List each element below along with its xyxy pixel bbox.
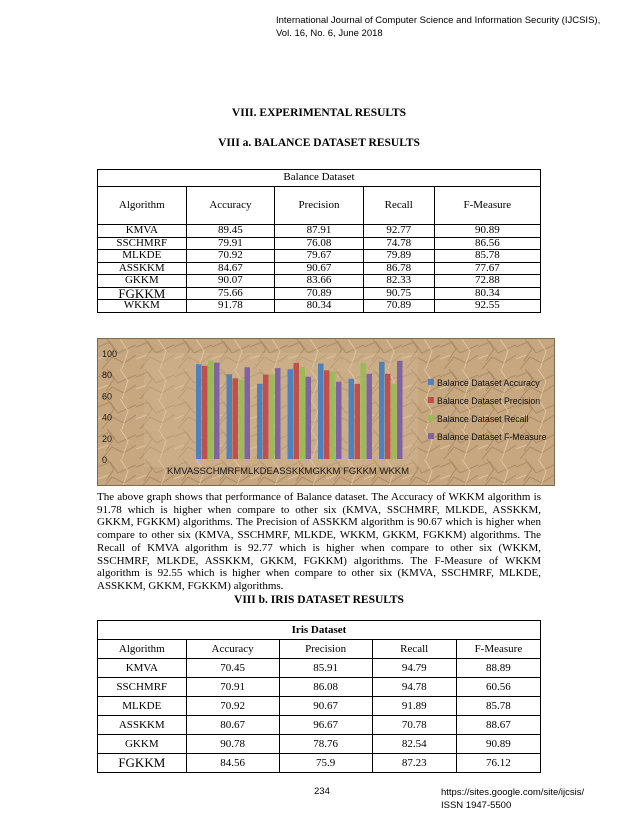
bar-fgkkm-3 — [367, 374, 373, 459]
column-header: Algorithm — [98, 187, 187, 225]
y-tick-label: 100 — [102, 349, 118, 359]
results-paragraph: The above graph shows that performance of Balance dataset. The Accuracy of WKKM algorithm is 91.78 which is higher when compare to other six (KMVA, SSCHMRF, MLKDE, ASSKKM, GKKM, FGKKM) algorithms. The Precision of ASSKKM algorithm is 90.67 which is higher when compare to other six (KMVA, SSCHMRF, MLKDE, WKKM, GKKM, FGKKM) algorithms. The Recall of KMVA algorithm is 92.77 which is higher when compare to other six (WKKM, SSCHMRF, MLKDE, ASSKKM, GKKM, FGKKM) algorithms. The F-Measure of WKKM algorithm is 92.55 which is higher when compare to other six (KMVA, SSCHMRF, MLKDE, ASSKKM, GKKM, FGKKM) algorithms. — [97, 491, 541, 592]
table-cell: 76.08 — [275, 237, 364, 250]
table-cell: 80.34 — [275, 300, 364, 313]
bar-asskkm-0 — [288, 369, 294, 459]
bar-mlkde-3 — [275, 368, 281, 459]
table-cell: 70.45 — [186, 659, 279, 678]
table-cell: 70.89 — [275, 287, 364, 300]
table-cell: ASSKKM — [98, 716, 187, 735]
bar-kmva-2 — [208, 361, 214, 459]
table-cell: KMVA — [98, 225, 187, 238]
table-cell: 72.88 — [434, 275, 540, 288]
table-cell: 90.67 — [279, 697, 372, 716]
table-cell: 77.67 — [434, 262, 540, 275]
balance-dataset-table — [97, 169, 541, 313]
table-caption: Balance Dataset — [98, 170, 541, 187]
page-number: 234 — [314, 786, 330, 797]
table-cell: 80.34 — [434, 287, 540, 300]
table-cell: 94.78 — [372, 678, 456, 697]
bar-kmva-1 — [202, 366, 208, 459]
column-header: Accuracy — [186, 187, 275, 225]
table-cell: 80.67 — [186, 716, 279, 735]
legend-label: Balance Dataset Recall — [437, 414, 529, 424]
table-cell: 70.92 — [186, 697, 279, 716]
bar-fgkkm-1 — [355, 384, 361, 459]
table-cell: 86.56 — [434, 237, 540, 250]
journal-header — [276, 14, 600, 40]
table-cell: MLKDE — [98, 250, 187, 263]
table-cell: SSCHMRF — [98, 237, 187, 250]
table-cell: 96.67 — [279, 716, 372, 735]
bar-sschmrf-1 — [233, 378, 239, 459]
table-cell: 92.77 — [363, 225, 434, 238]
legend-label: Balance Dataset F-Measure — [437, 432, 547, 442]
table-cell: 82.33 — [363, 275, 434, 288]
table-row — [98, 225, 541, 238]
bar-wkkm-0 — [379, 362, 385, 459]
bar-sschmrf-2 — [239, 380, 245, 459]
plot-area — [144, 353, 418, 467]
table-cell: GKKM — [98, 735, 187, 754]
journal-name: International Journal of Computer Science and Information Security (IJCSIS), — [276, 15, 601, 26]
table-cell: 87.91 — [275, 225, 364, 238]
table-cell: 91.78 — [186, 300, 275, 313]
bar-kmva-3 — [214, 363, 220, 459]
bar-wkkm-2 — [391, 384, 397, 459]
table-cell: 91.89 — [372, 697, 456, 716]
table-cell: 88.89 — [456, 659, 540, 678]
table-cell: 79.89 — [363, 250, 434, 263]
bar-kmva-0 — [196, 364, 202, 459]
footer-url: https://sites.google.com/site/ijcsis/ — [441, 787, 585, 798]
table-row — [98, 735, 541, 754]
chart-canvas — [98, 339, 554, 485]
table-cell: 87.23 — [372, 754, 456, 773]
table-cell: 74.78 — [363, 237, 434, 250]
legend-label: Balance Dataset Accuracy — [437, 378, 540, 388]
column-header: F-Measure — [434, 187, 540, 225]
table-cell: ASSKKM — [98, 262, 187, 275]
table-cell: 85.78 — [456, 697, 540, 716]
column-header: Accuracy — [186, 640, 279, 659]
table-row — [98, 659, 541, 678]
legend-label: Balance Dataset Precision — [437, 396, 541, 406]
table-row — [98, 237, 541, 250]
table-cell: 82.54 — [372, 735, 456, 754]
table-cell: 70.89 — [363, 300, 434, 313]
table-cell: 83.66 — [275, 275, 364, 288]
x-category-labels: KMVASSCHMRFMLKDEASSKKMGKKM FGKKM WKKM — [166, 466, 410, 477]
bar-gkkm-3 — [336, 382, 342, 459]
subsection-b-title: VIII b. IRIS DATASET RESULTS — [234, 594, 404, 606]
table-cell: MLKDE — [98, 697, 187, 716]
legend-swatch — [428, 397, 434, 403]
table-cell: 79.67 — [275, 250, 364, 263]
column-header: Precision — [279, 640, 372, 659]
table-cell: FGKKM — [98, 754, 187, 773]
bar-mlkde-0 — [257, 384, 263, 459]
table-cell: 90.07 — [186, 275, 275, 288]
table-row — [98, 697, 541, 716]
footer-info — [441, 786, 584, 812]
table-cell: 86.78 — [363, 262, 434, 275]
bar-asskkm-1 — [294, 363, 300, 459]
table-cell: 85.78 — [434, 250, 540, 263]
y-tick-label: 20 — [102, 433, 113, 444]
bar-wkkm-3 — [397, 361, 403, 459]
bar-mlkde-1 — [263, 375, 269, 459]
bar-mlkde-2 — [269, 374, 275, 459]
column-header: Precision — [275, 187, 364, 225]
subsection-a-title: VIII a. BALANCE DATASET RESULTS — [218, 137, 420, 149]
table-row — [98, 287, 541, 300]
table-cell: 84.56 — [186, 754, 279, 773]
bar-gkkm-0 — [318, 364, 324, 459]
table-cell: GKKM — [98, 275, 187, 288]
bar-fgkkm-2 — [361, 363, 367, 459]
table-cell: 90.89 — [456, 735, 540, 754]
table-row — [98, 300, 541, 313]
table-row — [98, 754, 541, 773]
column-header: Algorithm — [98, 640, 187, 659]
bar-sschmrf-0 — [227, 374, 233, 459]
table-cell: 84.67 — [186, 262, 275, 275]
table-cell: 92.55 — [434, 300, 540, 313]
table-row — [98, 262, 541, 275]
bar-gkkm-1 — [324, 370, 330, 459]
journal-volume: Vol. 16, No. 6, June 2018 — [276, 28, 383, 39]
table-cell: 89.45 — [186, 225, 275, 238]
table-cell: 70.78 — [372, 716, 456, 735]
table-cell: 70.91 — [186, 678, 279, 697]
table-cell: 90.89 — [434, 225, 540, 238]
table-cell: KMVA — [98, 659, 187, 678]
table-row — [98, 250, 541, 263]
table-cell: 90.67 — [275, 262, 364, 275]
table-cell: 60.56 — [456, 678, 540, 697]
legend-swatch — [428, 433, 434, 439]
iris-dataset-table — [97, 620, 541, 773]
bar-asskkm-2 — [300, 367, 306, 459]
y-tick-label: 60 — [102, 391, 113, 402]
legend-swatch — [428, 415, 434, 421]
table-cell: 75.9 — [279, 754, 372, 773]
bar-asskkm-3 — [306, 377, 312, 459]
table-cell: 76.12 — [456, 754, 540, 773]
y-tick-label: 0 — [102, 455, 108, 465]
column-header: Recall — [363, 187, 434, 225]
table-cell: 78.76 — [279, 735, 372, 754]
table-cell: SSCHMRF — [98, 678, 187, 697]
table-cell: 90.78 — [186, 735, 279, 754]
table-cell: 85.91 — [279, 659, 372, 678]
table-cell: 75.66 — [186, 287, 275, 300]
table-cell: 88.67 — [456, 716, 540, 735]
footer-issn: ISSN 1947-5500 — [441, 800, 512, 811]
balance-bar-chart — [97, 338, 555, 486]
section-title: VIII. EXPERIMENTAL RESULTS — [231, 107, 407, 119]
table-cell: 90.75 — [363, 287, 434, 300]
column-header: Recall — [372, 640, 456, 659]
table-cell: 79.91 — [186, 237, 275, 250]
bar-sschmrf-3 — [245, 367, 251, 459]
y-tick-label: 80 — [102, 370, 113, 381]
legend-swatch — [428, 379, 434, 385]
bar-gkkm-2 — [330, 372, 336, 459]
table-cell: WKKM — [98, 300, 187, 313]
table-row — [98, 716, 541, 735]
y-tick-label: 40 — [102, 412, 113, 423]
table-cell: 70.92 — [186, 250, 275, 263]
table-cell: 86.08 — [279, 678, 372, 697]
table-row — [98, 678, 541, 697]
bar-wkkm-1 — [385, 374, 391, 459]
table-cell: 94.79 — [372, 659, 456, 678]
column-header: F-Measure — [456, 640, 540, 659]
table-caption: Iris Dataset — [98, 621, 541, 640]
bar-fgkkm-0 — [349, 379, 355, 459]
table-cell: FGKKM — [98, 287, 187, 300]
